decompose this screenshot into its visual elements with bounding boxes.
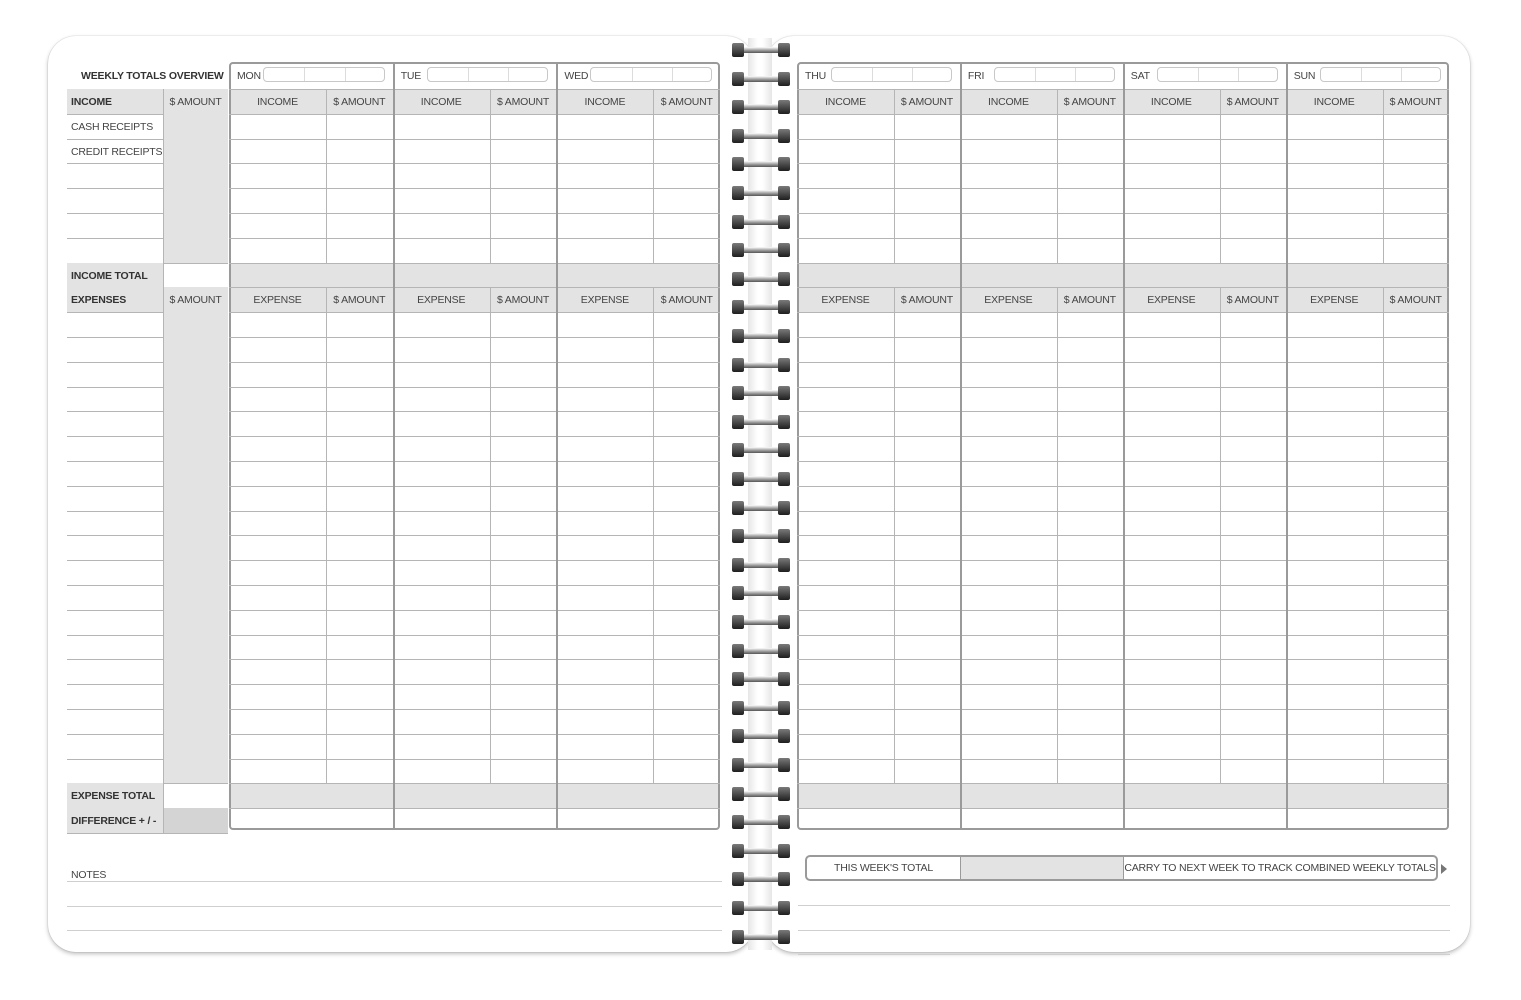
notes-line — [67, 881, 722, 882]
day-row-line — [229, 213, 720, 214]
date-box-sun[interactable] — [1320, 67, 1441, 82]
spiral-hole — [778, 844, 790, 858]
spiral-coil — [732, 442, 790, 458]
spiral-coil — [732, 585, 790, 601]
spiral-hole — [732, 243, 744, 257]
spiral-hole — [778, 358, 790, 372]
credit-receipts-label: CREDIT RECEIPTS — [71, 145, 163, 158]
amount-column-header: $ AMOUNT — [1226, 96, 1279, 108]
spiral-coil — [732, 271, 790, 287]
spiral-coil — [732, 786, 790, 802]
day-row-line — [229, 139, 720, 140]
overview-divider — [163, 89, 164, 833]
date-box-tue[interactable] — [427, 67, 549, 82]
spiral-hole — [732, 615, 744, 629]
notes-line — [798, 930, 1450, 931]
spiral-hole — [732, 701, 744, 715]
spiral-hole — [732, 272, 744, 286]
date-box-divider — [1361, 68, 1362, 81]
spiral-coil — [732, 814, 790, 830]
expense-amount-column-header: $ AMOUNT — [900, 294, 953, 307]
spiral-hole — [778, 787, 790, 801]
day-column-divider — [556, 62, 558, 830]
spiral-coil — [732, 42, 790, 58]
spiral-coil — [732, 614, 790, 630]
expense-column-header: EXPENSE — [821, 294, 870, 307]
day-row-line — [229, 312, 720, 313]
date-box-divider — [1075, 68, 1076, 81]
spiral-hole — [778, 386, 790, 400]
spiral-hole — [732, 157, 744, 171]
date-box-divider — [304, 68, 305, 81]
spiral-hole — [732, 215, 744, 229]
amount-column-header: $ AMOUNT — [900, 96, 953, 108]
spiral-hole — [732, 930, 744, 944]
spiral-hole — [778, 729, 790, 743]
spiral-hole — [732, 501, 744, 515]
day-column-divider — [960, 62, 962, 830]
spiral-coil — [732, 900, 790, 916]
day-label-thu: THU — [805, 70, 826, 82]
overview-title: WEEKLY TOTALS OVERVIEW — [81, 70, 224, 82]
notes-line — [67, 930, 722, 931]
spiral-hole — [732, 729, 744, 743]
day-column-divider — [1286, 62, 1288, 830]
income-split-line — [326, 89, 327, 263]
day-row-line — [229, 610, 720, 611]
spiral-hole — [778, 586, 790, 600]
spiral-hole — [732, 329, 744, 343]
spiral-hole — [778, 615, 790, 629]
day-row-line — [229, 337, 720, 338]
expense-split-line — [490, 287, 491, 783]
expense-split-line — [326, 287, 327, 783]
day-row-line — [229, 585, 720, 586]
spiral-coil — [732, 242, 790, 258]
day-label-sat: SAT — [1130, 70, 1150, 82]
date-box-sat[interactable] — [1157, 67, 1278, 82]
spiral-hole — [732, 672, 744, 686]
date-box-divider — [508, 68, 509, 81]
income-split-line — [1383, 89, 1384, 263]
day-row-line — [229, 461, 720, 462]
expense-amount-column-header: $ AMOUNT — [1063, 294, 1116, 307]
expense-amount-column-header: $ AMOUNT — [496, 294, 550, 307]
spiral-hole — [778, 872, 790, 886]
date-box-divider — [912, 68, 913, 81]
day-row-line — [229, 511, 720, 512]
spiral-hole — [732, 358, 744, 372]
spiral-hole — [732, 100, 744, 114]
date-box-divider — [1401, 68, 1402, 81]
spiral-hole — [778, 815, 790, 829]
income-total-label: INCOME TOTAL — [71, 269, 148, 282]
spiral-coil — [732, 757, 790, 773]
date-box-divider — [345, 68, 346, 81]
spiral-hole — [732, 300, 744, 314]
spiral-hole — [732, 901, 744, 915]
expense-total-label: EXPENSE TOTAL — [71, 790, 155, 803]
day-row-line — [229, 163, 720, 164]
spiral-hole — [778, 43, 790, 57]
day-row-line — [229, 659, 720, 660]
overview-expense-amount-label: $ AMOUNT — [169, 294, 222, 307]
spiral-hole — [778, 501, 790, 515]
day-panel-frame — [229, 62, 720, 830]
overview-amount-label: $ AMOUNT — [169, 96, 222, 108]
day-column-divider — [1123, 62, 1125, 830]
spiral-hole — [732, 472, 744, 486]
spiral-coil — [732, 871, 790, 887]
date-box-fri[interactable] — [994, 67, 1115, 82]
day-row-line — [229, 188, 720, 189]
spiral-coil — [732, 700, 790, 716]
date-box-divider — [872, 68, 873, 81]
expense-split-line — [1383, 287, 1384, 783]
spiral-hole — [732, 186, 744, 200]
date-box-thu[interactable] — [831, 67, 952, 82]
overview-income-label: INCOME — [71, 96, 112, 108]
notes-line — [798, 905, 1450, 906]
spiral-hole — [732, 815, 744, 829]
income-column-header: INCOME — [1150, 96, 1192, 108]
expense-split-line — [894, 287, 895, 783]
overview-income-amount-column — [163, 114, 228, 263]
spiral-hole — [732, 558, 744, 572]
income-split-line — [1220, 89, 1221, 263]
amount-column-header: $ AMOUNT — [333, 96, 386, 108]
day-label-tue: TUE — [400, 70, 422, 82]
amount-column-header: $ AMOUNT — [496, 96, 550, 108]
income-column-header: INCOME — [584, 96, 626, 108]
overview-expenses-label: EXPENSES — [71, 294, 127, 307]
expense-split-line — [1057, 287, 1058, 783]
overview-row-line — [67, 833, 228, 834]
date-box-divider — [1198, 68, 1199, 81]
spiral-hole — [778, 157, 790, 171]
income-column-header: INCOME — [1313, 96, 1355, 108]
day-row-line — [229, 808, 720, 809]
spiral-coil — [732, 214, 790, 230]
spiral-hole — [732, 758, 744, 772]
spiral-hole — [778, 901, 790, 915]
spiral-hole — [778, 930, 790, 944]
spiral-hole — [732, 844, 744, 858]
day-row-line — [229, 362, 720, 363]
spiral-hole — [732, 43, 744, 57]
spiral-hole — [778, 672, 790, 686]
day-label-mon: MON — [237, 70, 261, 82]
expense-amount-column-header: $ AMOUNT — [660, 294, 713, 307]
spiral-coil — [732, 557, 790, 573]
overview-difference-value — [163, 808, 228, 833]
spiral-hole — [778, 300, 790, 314]
day-row-line — [229, 387, 720, 388]
spiral-hole — [778, 644, 790, 658]
difference-label: DIFFERENCE + / - — [71, 815, 157, 828]
day-row-line — [229, 114, 720, 115]
notes-line — [67, 906, 722, 907]
expense-column-header: EXPENSE — [984, 294, 1033, 307]
amount-column-header: $ AMOUNT — [660, 96, 713, 108]
income-column-header: INCOME — [825, 96, 866, 108]
spiral-hole — [732, 644, 744, 658]
expense-amount-column-header: $ AMOUNT — [1226, 294, 1279, 307]
day-row-line — [229, 635, 720, 636]
date-box-divider — [632, 68, 633, 81]
cash-receipts-label: CASH RECEIPTS — [71, 120, 153, 133]
day-row-line — [229, 486, 720, 487]
this-weeks-total-value[interactable] — [961, 857, 1123, 879]
spiral-coil — [732, 156, 790, 172]
income-column-header: INCOME — [257, 96, 298, 108]
spiral-coil — [732, 128, 790, 144]
income-column-header: INCOME — [987, 96, 1029, 108]
expense-amount-column-header: $ AMOUNT — [333, 294, 386, 307]
expense-amount-column-header: $ AMOUNT — [1389, 294, 1442, 307]
spiral-coil — [732, 671, 790, 687]
income-column-header: INCOME — [420, 96, 462, 108]
spiral-hole — [732, 72, 744, 86]
spiral-coil — [732, 385, 790, 401]
income-split-line — [894, 89, 895, 263]
expense-total-row — [231, 784, 718, 808]
amount-column-header: $ AMOUNT — [1063, 96, 1116, 108]
spiral-coil — [732, 414, 790, 430]
day-row-line — [229, 560, 720, 561]
date-box-divider — [1035, 68, 1036, 81]
day-row-line — [229, 287, 720, 288]
income-split-line — [490, 89, 491, 263]
expense-column-header: EXPENSE — [417, 294, 466, 307]
date-box-divider — [672, 68, 673, 81]
spiral-coil — [732, 728, 790, 744]
spiral-coil — [732, 843, 790, 859]
day-row-line — [229, 684, 720, 685]
spiral-hole — [778, 129, 790, 143]
day-row-line — [229, 734, 720, 735]
spiral-coil — [732, 528, 790, 544]
date-box-divider — [1238, 68, 1239, 81]
expense-column-header: EXPENSE — [253, 294, 302, 307]
day-row-line — [229, 535, 720, 536]
spiral-hole — [778, 72, 790, 86]
income-split-line — [653, 89, 654, 263]
day-label-sun: SUN — [1293, 70, 1316, 82]
spiral-coil — [732, 328, 790, 344]
income-split-line — [1057, 89, 1058, 263]
spiral-hole — [732, 129, 744, 143]
expense-column-header: EXPENSE — [580, 294, 629, 307]
spiral-coil — [732, 929, 790, 945]
spiral-hole — [732, 787, 744, 801]
spiral-coil — [732, 299, 790, 315]
spiral-hole — [778, 529, 790, 543]
day-row-line — [229, 436, 720, 437]
amount-column-header: $ AMOUNT — [1389, 96, 1442, 108]
spiral-coil — [732, 357, 790, 373]
spiral-hole — [732, 386, 744, 400]
day-row-line — [229, 411, 720, 412]
spiral-hole — [778, 558, 790, 572]
spiral-hole — [732, 415, 744, 429]
day-row-line — [229, 709, 720, 710]
spiral-hole — [732, 872, 744, 886]
date-box-mon[interactable] — [263, 67, 385, 82]
spiral-coil — [732, 500, 790, 516]
date-box-divider — [468, 68, 469, 81]
binding-gutter — [748, 38, 772, 950]
spiral-hole — [778, 272, 790, 286]
date-box-wed[interactable] — [590, 67, 712, 82]
day-row-line — [229, 238, 720, 239]
carry-note-label: CARRY TO NEXT WEEK TO TRACK COMBINED WEEKLY TOTALS — [1124, 862, 1436, 874]
notes-line — [798, 954, 1450, 955]
spiral-coil — [732, 185, 790, 201]
spiral-hole — [778, 186, 790, 200]
this-weeks-total-label: THIS WEEK'S TOTAL — [834, 862, 933, 874]
spiral-hole — [778, 701, 790, 715]
spiral-hole — [732, 443, 744, 457]
spiral-coil — [732, 471, 790, 487]
notes-label: NOTES — [71, 869, 107, 881]
spiral-coil — [732, 643, 790, 659]
spiral-hole — [778, 472, 790, 486]
overview-expense-amount-column — [163, 312, 228, 783]
spiral-hole — [778, 443, 790, 457]
day-label-wed: WED — [564, 70, 589, 82]
spiral-hole — [778, 415, 790, 429]
spiral-hole — [732, 586, 744, 600]
day-row-line — [229, 759, 720, 760]
spiral-hole — [778, 329, 790, 343]
expense-column-header: EXPENSE — [1147, 294, 1196, 307]
spiral-hole — [778, 243, 790, 257]
carry-arrow-icon — [1441, 864, 1447, 874]
footer-divider — [960, 857, 961, 879]
spiral-coil — [732, 71, 790, 87]
spiral-hole — [778, 215, 790, 229]
spiral-hole — [732, 529, 744, 543]
expense-split-line — [1220, 287, 1221, 783]
expense-split-line — [653, 287, 654, 783]
spiral-hole — [778, 758, 790, 772]
day-column-divider — [393, 62, 395, 830]
spiral-hole — [778, 100, 790, 114]
expense-column-header: EXPENSE — [1310, 294, 1359, 307]
day-label-fri: FRI — [967, 70, 985, 82]
spiral-coil — [732, 99, 790, 115]
